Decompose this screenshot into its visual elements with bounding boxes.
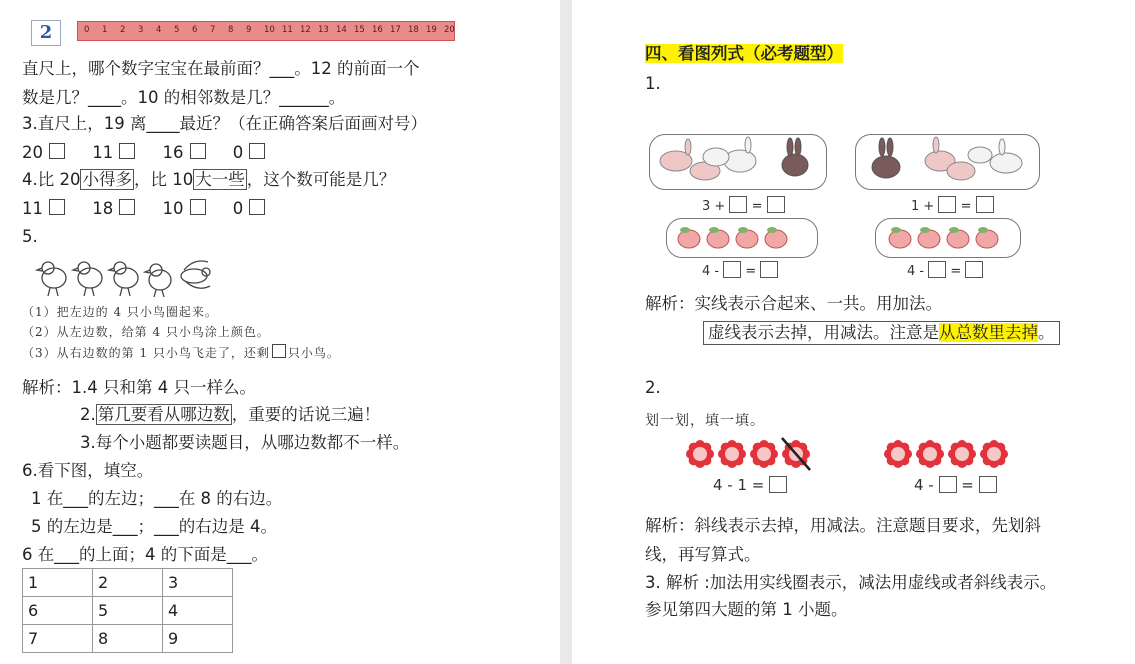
- analysis-3: 3.每个小题都要读题目，从哪边数都不一样。: [80, 433, 410, 452]
- analysis-2-boxed: 第几要看从哪边数: [97, 405, 230, 424]
- equation-text: =: [961, 476, 974, 494]
- rabbit-frame-2: [855, 134, 1040, 190]
- answer-box[interactable]: [723, 261, 741, 278]
- option-text: 20: [22, 143, 43, 162]
- grid-cell: 6: [23, 597, 93, 625]
- flower-icon: [686, 440, 714, 468]
- analysis-b: [703, 321, 1060, 345]
- section-heading-text: 四、看图列式（必考题型）: [645, 44, 843, 63]
- bird-icon: [109, 262, 138, 296]
- flower-icon: [916, 440, 944, 468]
- peach-icon: [947, 227, 969, 248]
- ruler-tick-label: 0: [84, 25, 90, 35]
- grid-cell: 8: [93, 625, 163, 653]
- question-4: [22, 169, 395, 191]
- ruler-tick-label: 2: [120, 25, 126, 35]
- equation-text: 4 - 1 =: [713, 476, 765, 494]
- grid-cell: 3: [163, 569, 233, 597]
- answer-checkbox[interactable]: [190, 143, 206, 159]
- left-page: [0, 0, 560, 664]
- peach-icon: [918, 227, 940, 248]
- table-row: [23, 597, 233, 625]
- ruler-tick-label: 14: [336, 25, 347, 35]
- birds-illustration: [34, 256, 214, 300]
- q4-text: ，比 10: [133, 170, 194, 189]
- bird-icon: [181, 261, 210, 288]
- item-number-1: 1.: [645, 74, 661, 93]
- item-number-2: 2.: [645, 378, 661, 397]
- task-2-instruction: 划一划，填一填。: [645, 413, 765, 429]
- analysis-2: [80, 404, 380, 426]
- equation-text: =: [960, 199, 972, 214]
- bird-icon: [145, 264, 171, 297]
- answer-box[interactable]: [965, 261, 983, 278]
- flowers-crossed: [684, 437, 814, 471]
- answer-box[interactable]: [767, 196, 785, 213]
- equation-3: [702, 261, 778, 279]
- ruler-tick-label: 6: [192, 25, 198, 35]
- grid-cell: 7: [23, 625, 93, 653]
- answer-checkbox[interactable]: [119, 199, 135, 215]
- answer-box[interactable]: [769, 476, 787, 493]
- flower-icon: [750, 440, 778, 468]
- ruler-tick-label: 4: [156, 25, 162, 35]
- q6-line-3: 6 在___的上面；4 的下面是___。: [22, 545, 268, 564]
- q4-boxed-text: 小得多: [82, 170, 132, 189]
- analysis-3-line-1: 3. 解析 :加法用实线圈表示，减法用虚线或者斜线表示。: [645, 573, 1057, 592]
- analysis-2-text: 2.: [80, 405, 96, 424]
- equation-text: =: [751, 199, 763, 214]
- equation-text: 1 +: [911, 199, 935, 214]
- option-text: 10: [162, 199, 184, 218]
- ruler-tick-label: 9: [246, 25, 252, 35]
- rabbit-icons: [650, 135, 826, 189]
- option-text: 11: [92, 143, 114, 162]
- ruler-tick-label: 11: [282, 25, 293, 35]
- equation-text: 4 -: [907, 264, 925, 279]
- analysis-b-text: 。: [1038, 323, 1055, 342]
- peach-icon: [976, 227, 998, 248]
- q6-line-2: 5 的左边是___；___的右边是 4。: [31, 517, 277, 536]
- answer-checkbox[interactable]: [49, 199, 65, 215]
- analysis-2-line-2: 线，再写算式。: [645, 545, 761, 564]
- equation-5: [713, 476, 787, 494]
- answer-checkbox[interactable]: [49, 143, 65, 159]
- peach-icon: [889, 227, 911, 248]
- peach-icon: [736, 227, 758, 248]
- q5-sub-3: [22, 344, 340, 361]
- option-text: 0: [232, 199, 244, 218]
- ruler-tick-label: 18: [408, 25, 419, 35]
- question-5: 5.: [22, 227, 38, 246]
- grid-cell: 5: [93, 597, 163, 625]
- equation-text: 4 -: [702, 264, 720, 279]
- rabbit-frame-1: [649, 134, 827, 190]
- section-heading: [645, 43, 843, 65]
- answer-checkbox[interactable]: [249, 143, 265, 159]
- answer-box[interactable]: [729, 196, 747, 213]
- ruler-tick-label: 15: [354, 25, 365, 35]
- ruler-tick-label: 5: [174, 25, 180, 35]
- q4-boxed-text: 大一些: [195, 170, 245, 189]
- answer-box[interactable]: [272, 344, 286, 358]
- answer-checkbox[interactable]: [119, 143, 135, 159]
- equation-4: [907, 261, 983, 279]
- question-line-1: 直尺上，哪个数字宝宝在最前面？___。12 的前面一个: [22, 59, 420, 78]
- option-text: 11: [22, 199, 43, 218]
- option-text: 0: [232, 143, 244, 162]
- number-grid: [22, 568, 233, 653]
- q5-sub-2: （2）从左边数，给第 4 只小鸟涂上颜色。: [22, 325, 270, 339]
- peach-frame-dashed: [875, 218, 1021, 258]
- equation-text: =: [745, 264, 757, 279]
- flower-icon: [948, 440, 976, 468]
- page-number-badge: 2: [31, 20, 61, 46]
- answer-box[interactable]: [760, 261, 778, 278]
- q6-line-1: 1 在___的左边；___在 8 的右边。: [31, 489, 283, 508]
- ruler-tick-label: 1: [102, 25, 108, 35]
- q4-text: ，这个数可能是几？: [246, 170, 396, 189]
- question-3-options: [22, 142, 265, 164]
- analysis-a: 解析：实线表示合起来、一共。用加法。: [645, 294, 942, 313]
- answer-box[interactable]: [928, 261, 946, 278]
- peach-icons: [667, 219, 817, 257]
- bird-icon: [73, 262, 102, 296]
- table-row: [23, 569, 233, 597]
- answer-checkbox[interactable]: [190, 199, 206, 215]
- analysis-2-line-1: 解析：斜线表示去掉，用减法。注意题目要求，先划斜: [645, 516, 1041, 535]
- equation-1: [702, 196, 785, 214]
- grid-cell: 9: [163, 625, 233, 653]
- peach-icon: [678, 227, 700, 248]
- table-row: [23, 625, 233, 653]
- question-3: 3.直尺上，19 离____最近？（在正确答案后面画对号）: [22, 114, 427, 133]
- flowers-plain: [882, 437, 1012, 471]
- right-page: [572, 0, 1135, 664]
- ruler-image: [77, 21, 455, 41]
- q5-sub-3-text: （3）从右边数的第 1 只小鸟飞走了，还剩: [22, 346, 270, 360]
- equation-text: 3 +: [702, 199, 726, 214]
- answer-checkbox[interactable]: [249, 199, 265, 215]
- analysis-2-text: ，重要的话说三遍！: [231, 405, 381, 424]
- peach-frame-solid: [666, 218, 818, 258]
- equation-2: [911, 196, 994, 214]
- ruler-tick-label: 16: [372, 25, 383, 35]
- answer-box[interactable]: [939, 476, 957, 493]
- analysis-b-text: 虚线表示去掉，用减法。注意是: [708, 323, 939, 342]
- option-text: 18: [92, 199, 114, 218]
- analysis-b-highlight: 从总数里去掉: [939, 323, 1038, 342]
- peach-icon: [765, 227, 787, 248]
- option-text: 16: [162, 143, 184, 162]
- ruler-tick-label: 12: [300, 25, 311, 35]
- analysis-3-line-2: 参见第四大题的第 1 小题。: [645, 600, 848, 619]
- ruler-tick-label: 3: [138, 25, 144, 35]
- question-4-options: [22, 198, 265, 220]
- analysis-1: 解析：1.4 只和第 4 只一样么。: [22, 378, 256, 397]
- question-6: 6.看下图，填空。: [22, 461, 154, 480]
- flower-icon: [884, 440, 912, 468]
- ruler-tick-label: 8: [228, 25, 234, 35]
- answer-box[interactable]: [976, 196, 994, 213]
- ruler-tick-label: 19: [426, 25, 437, 35]
- peach-icon: [707, 227, 729, 248]
- peach-icons: [876, 219, 1020, 257]
- equation-text: =: [950, 264, 962, 279]
- ruler-tick-label: 20: [444, 25, 455, 35]
- grid-cell: 1: [23, 569, 93, 597]
- ruler-tick-label: 17: [390, 25, 401, 35]
- grid-cell: 4: [163, 597, 233, 625]
- q5-sub-3-text: 只小鸟。: [287, 346, 340, 360]
- flower-icon: [980, 440, 1008, 468]
- q5-sub-1: （1）把左边的 4 只小鸟圈起来。: [22, 305, 218, 319]
- bird-icon: [37, 262, 66, 296]
- ruler-tick-label: 10: [264, 25, 275, 35]
- q4-text: 4.比 20: [22, 170, 81, 189]
- question-line-2: 数是几？____。10 的相邻数是几？______。: [22, 88, 346, 107]
- rabbit-icons: [856, 135, 1039, 189]
- answer-box[interactable]: [938, 196, 956, 213]
- equation-text: 4 -: [914, 476, 934, 494]
- answer-box[interactable]: [979, 476, 997, 493]
- grid-cell: 2: [93, 569, 163, 597]
- flower-icon: [718, 440, 746, 468]
- equation-6: [914, 476, 997, 494]
- ruler-tick-label: 7: [210, 25, 216, 35]
- ruler-tick-label: 13: [318, 25, 329, 35]
